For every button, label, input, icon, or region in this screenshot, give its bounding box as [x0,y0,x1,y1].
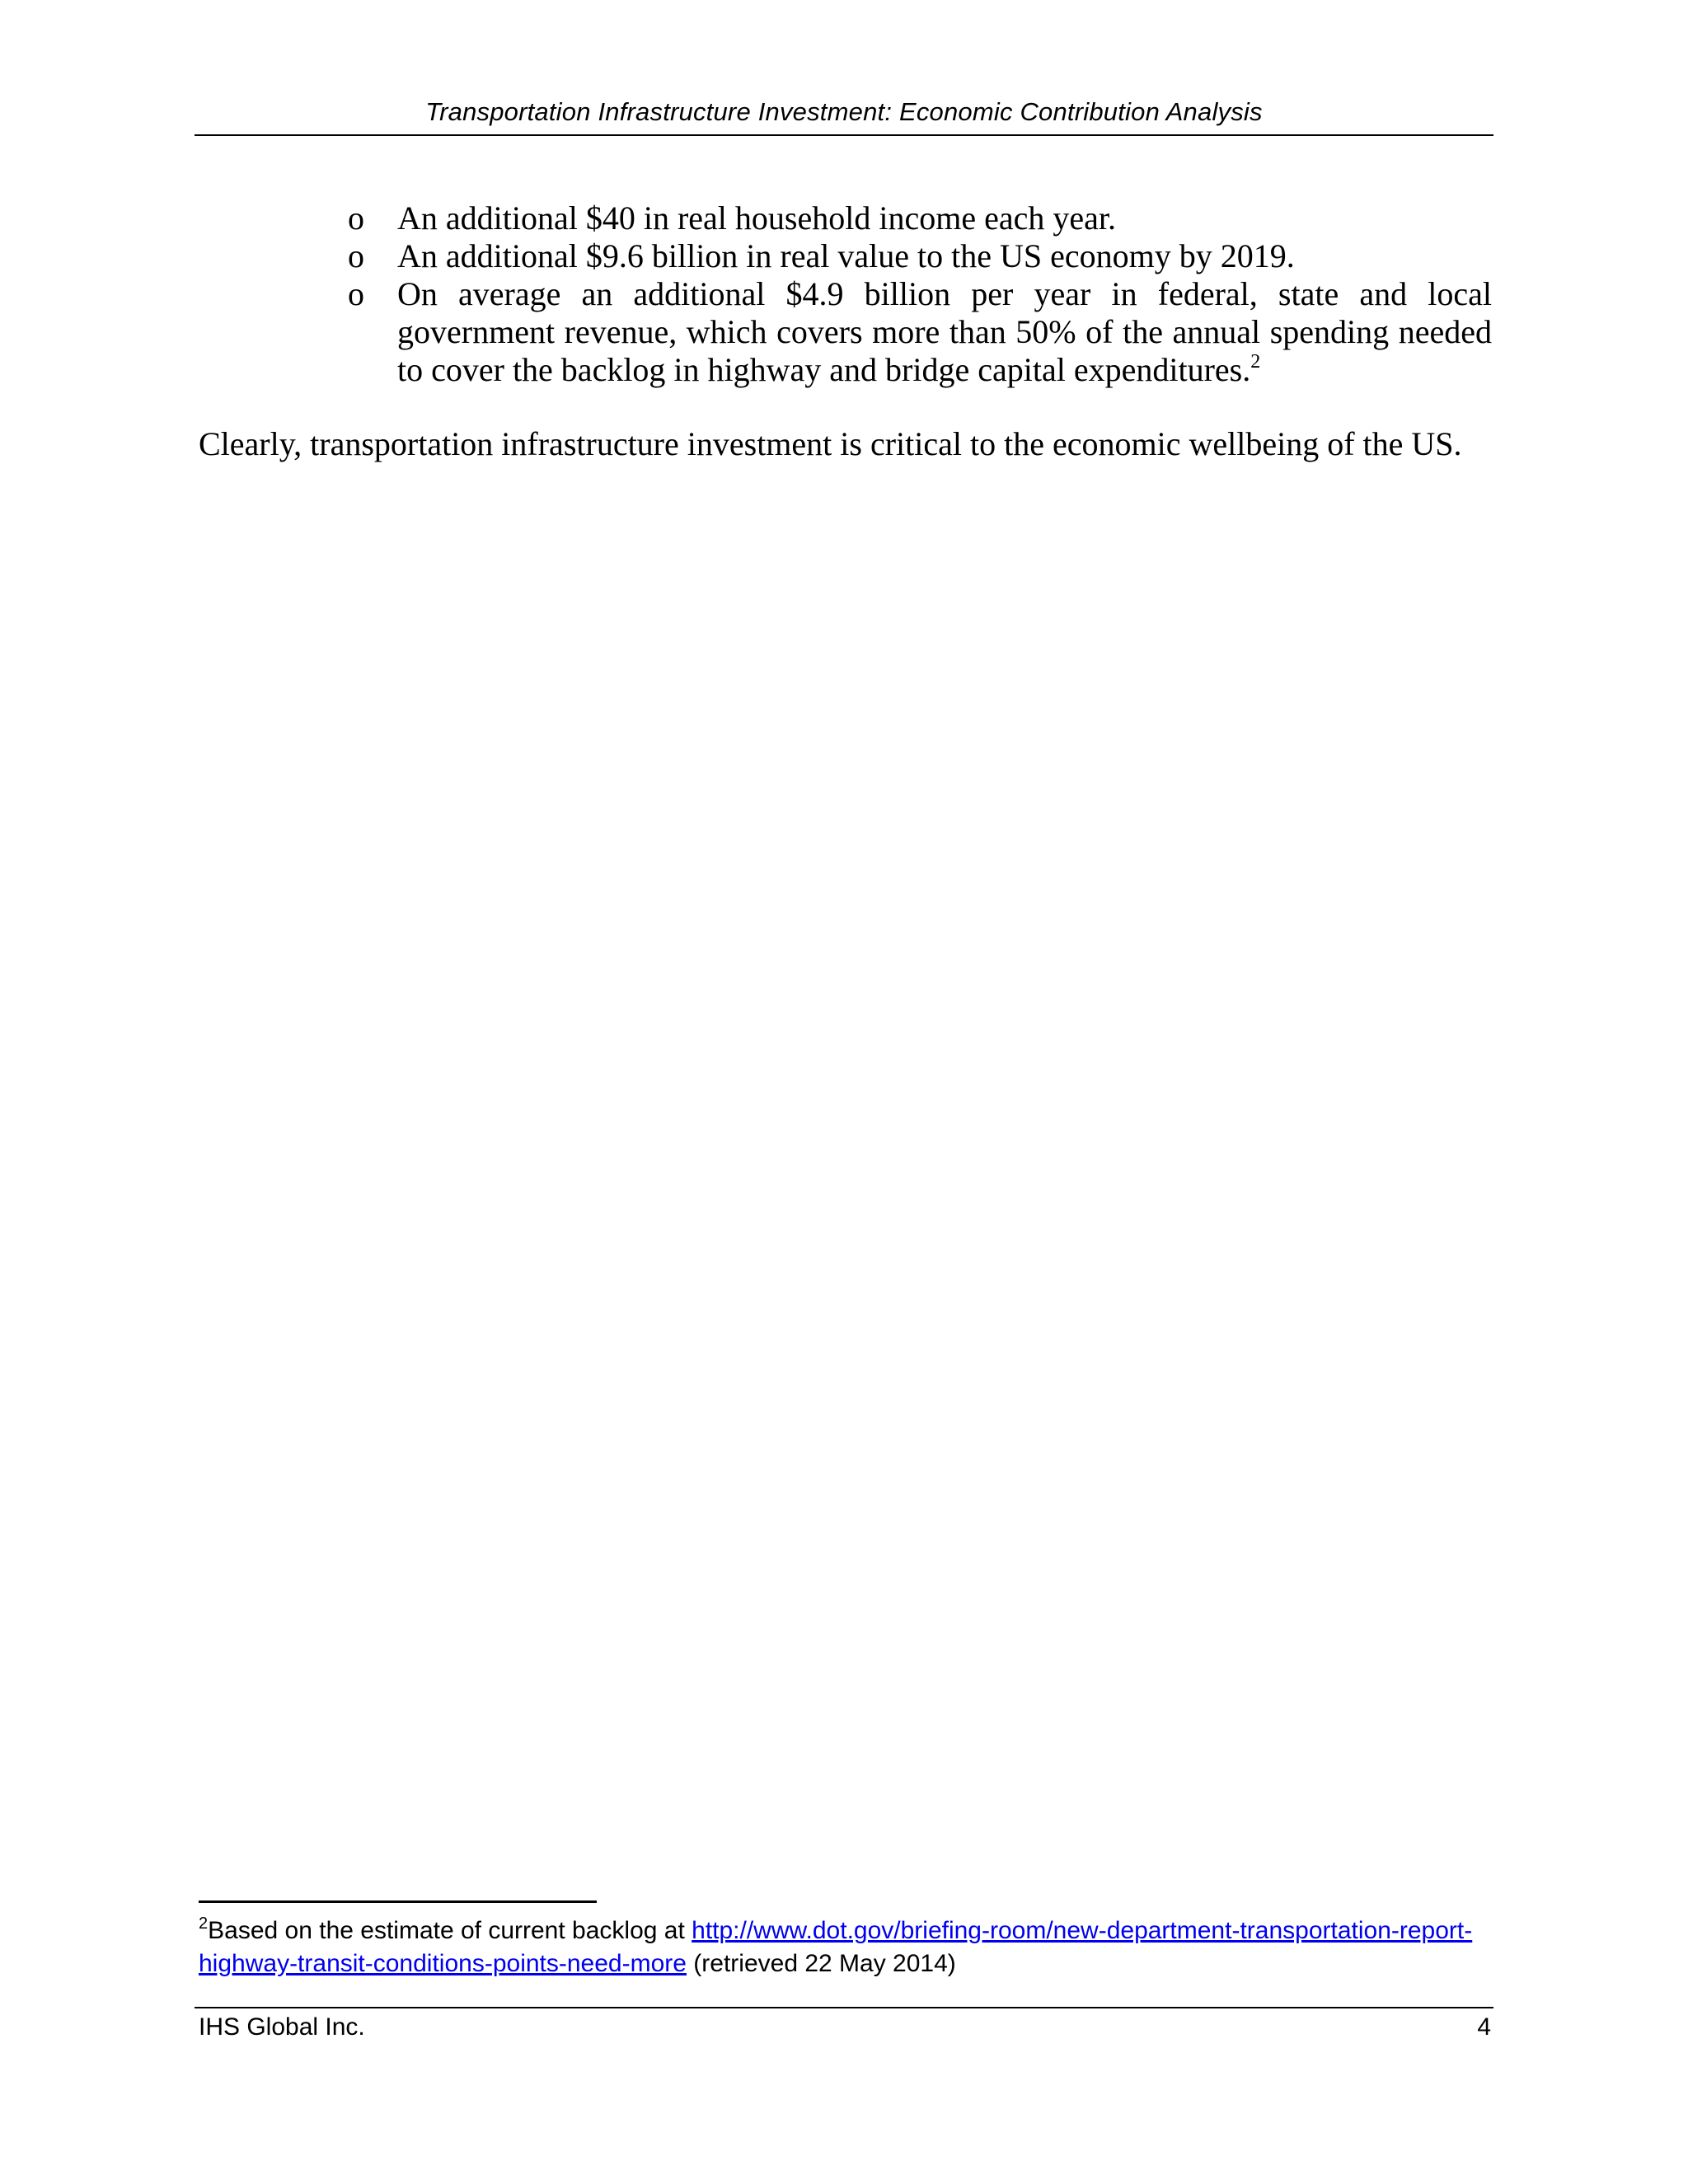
footer-company: IHS Global Inc. [199,2013,365,2041]
footnote-link[interactable]: http://www.dot.gov/briefing-room/new-department-transportation-report-highway-transit-conditions-points-need-more [199,1917,1473,1977]
bullet-list [345,199,1492,389]
running-header-title: Transportation Infrastructure Investment: Economic Contribution Analysis [425,97,1263,126]
bullet-text: On average an additional $4.9 billion per year in federal, state and local government revenue, which covers more than 50% of the annual spending needed to cover the backlog in highway and bridge capital expenditures. [397,275,1492,388]
list-item [345,237,1492,275]
footnote-separator [199,1900,597,1903]
footnote-text-after: (retrieved 22 May 2014) [686,1950,956,1977]
page-number: 4 [1477,2013,1491,2041]
footnote-reference[interactable]: 2 [1250,351,1261,373]
bullet-marker: o [348,199,364,237]
bullet-text: An additional $40 in real household income each year. [397,199,1116,237]
bullet-marker: o [348,237,364,274]
list-item [345,275,1492,389]
bullet-text-with-footnote [397,275,1492,389]
footnote-number: 2 [199,1915,209,1933]
footnote [199,1915,1494,1980]
footnote-text-before: Based on the estimate of current backlog at [208,1917,692,1944]
bullet-marker: o [348,275,364,312]
bullet-text: An additional $9.6 billion in real value to the US economy by 2019. [397,237,1295,274]
closing-paragraph: Clearly, transportation infrastructure investment is critical to the economic wellbeing of the US. [199,425,1462,462]
header-divider [195,134,1493,136]
list-item [345,199,1492,237]
footer-divider [195,2007,1493,2008]
